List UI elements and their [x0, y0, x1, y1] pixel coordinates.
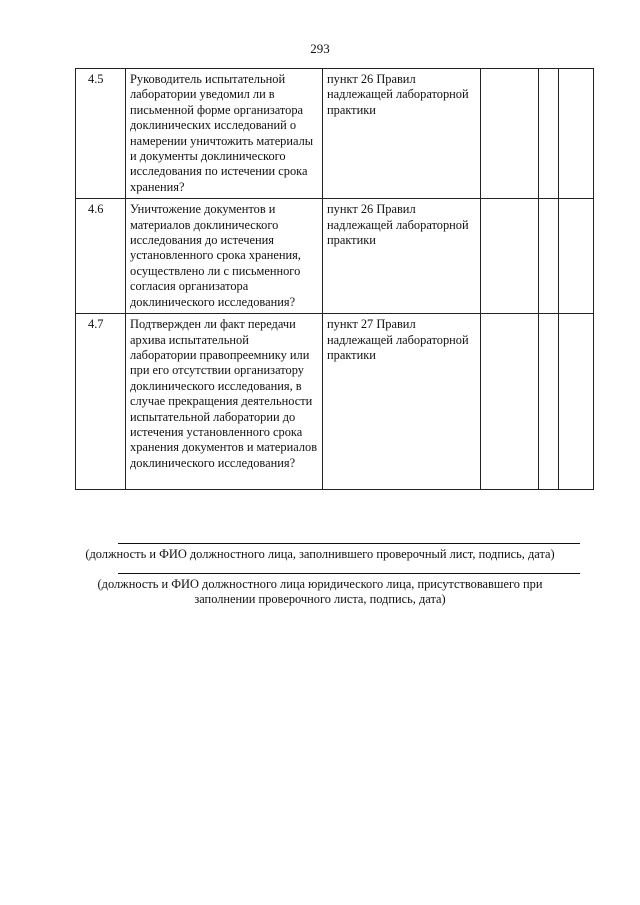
item-number: 4.6 [76, 199, 126, 314]
legal-entity-signature-caption [0, 577, 640, 608]
legal-basis: пункт 26 Правил надлежащей лабораторной практики [323, 199, 481, 314]
page-number: 293 [310, 41, 330, 56]
checklist-table [75, 68, 594, 490]
item-number: 4.5 [76, 69, 126, 199]
official-signature-line [118, 543, 580, 544]
official-signature-caption: (должность и ФИО должностного лица, заполнившего проверочный лист, подпись, дата) [85, 547, 555, 561]
answer-no-cell [539, 314, 559, 490]
answer-yes-cell [481, 69, 539, 199]
answer-na-cell [559, 199, 594, 314]
legal-basis: пункт 27 Правил надлежащей лабораторной практики [323, 314, 481, 490]
question-text: Уничтожение документов и материалов доклинического исследования до истечения установленного срока хранения, осуществлено ли с письменного согласия организатора доклинического исследования? [126, 199, 323, 314]
answer-no-cell [539, 199, 559, 314]
legal-entity-signature-line [118, 573, 580, 574]
table-row [76, 314, 594, 490]
answer-no-cell [539, 69, 559, 199]
table-row [76, 199, 594, 314]
question-text: Руководитель испытательной лаборатории уведомил ли в письменной форме организатора доклинических исследований о намерении уничтожить материалы и документы доклинического исследования по истечении срока хранения? [126, 69, 323, 199]
question-text: Подтвержден ли факт передачи архива испытательной лаборатории правопреемнику или при его отсутствии организатору доклинического исследования, в случае прекращения деятельности испытательной лаборатории до истечения установленного срока хранения документов и материалов доклинического исследования? [126, 314, 323, 490]
legal-entity-caption-line2: заполнении проверочного листа, подпись, дата) [194, 592, 446, 607]
answer-na-cell [559, 314, 594, 490]
answer-yes-cell [481, 314, 539, 490]
answer-yes-cell [481, 199, 539, 314]
table-row [76, 69, 594, 199]
answer-na-cell [559, 69, 594, 199]
item-number: 4.7 [76, 314, 126, 490]
legal-basis: пункт 26 Правил надлежащей лабораторной практики [323, 69, 481, 199]
legal-entity-caption-line1: (должность и ФИО должностного лица юридического лица, присутствовавшего при [97, 577, 543, 591]
